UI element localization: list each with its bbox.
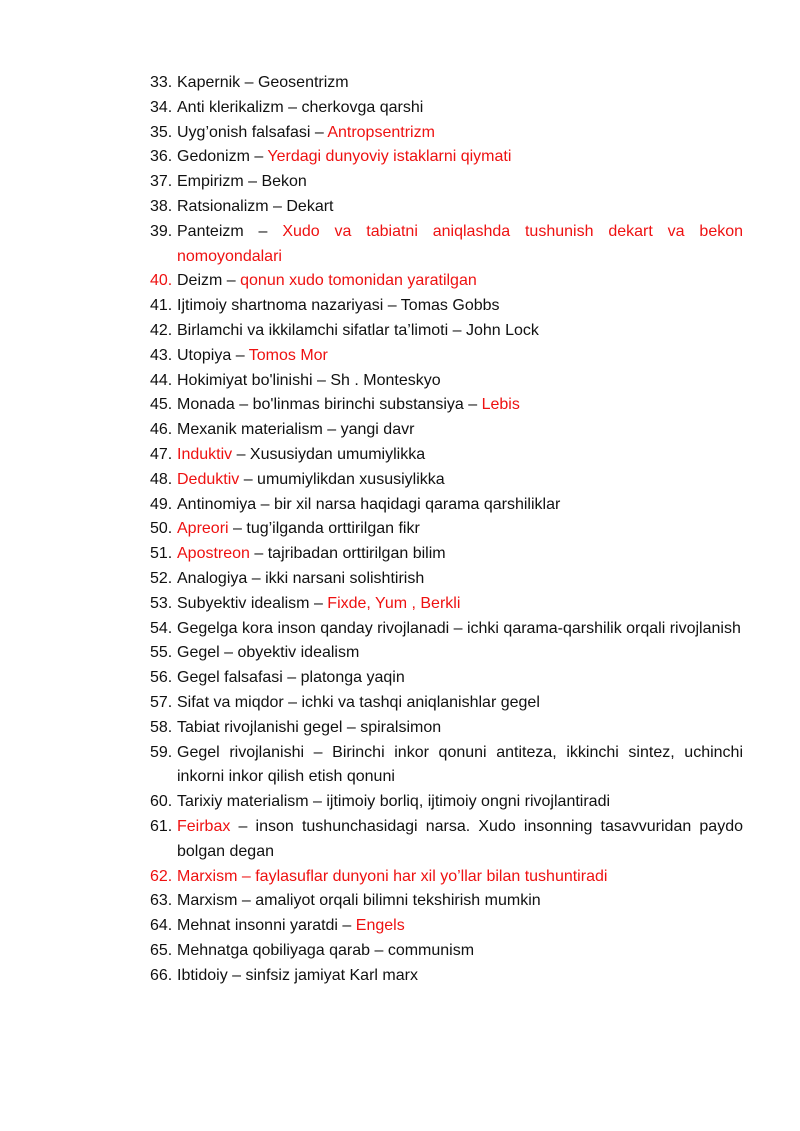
text-segment: Anti klerikalizm – cherkovga qarshi (177, 98, 424, 116)
list-item (150, 517, 743, 542)
text-segment: Panteizm – (177, 222, 283, 240)
text-segment: – tug’ilganda orttirilgan fikr (228, 520, 420, 538)
list-item (150, 964, 743, 989)
text-segment: – tajribadan orttirilgan bilim (249, 545, 446, 563)
item-number: 49. (150, 495, 173, 513)
list-item (150, 393, 743, 418)
item-number: 43. (150, 346, 173, 364)
item-text (177, 666, 743, 691)
list-item (150, 344, 743, 369)
item-number: 59. (150, 743, 173, 761)
text-segment: Empirizm – Bekon (177, 173, 307, 191)
item-number: 40. (150, 272, 173, 290)
item-number: 52. (150, 569, 173, 587)
list-item (150, 170, 743, 195)
item-number: 61. (150, 817, 173, 835)
list-item (150, 145, 743, 170)
item-text (177, 121, 743, 146)
text-segment: Mehnat insonni yaratdi – (177, 917, 356, 935)
list-item (150, 865, 743, 890)
item-text (177, 468, 743, 493)
item-number: 48. (150, 470, 173, 488)
item-text (177, 592, 743, 617)
item-text (177, 71, 743, 96)
list-item (150, 914, 743, 939)
item-number: 38. (150, 197, 173, 215)
item-text (177, 641, 743, 666)
item-number: 34. (150, 98, 173, 116)
item-number: 60. (150, 793, 173, 811)
text-segment: Marxism – amaliyot orqali bilimni tekshirish mumkin (177, 892, 541, 910)
list-item (150, 691, 743, 716)
item-number: 37. (150, 173, 173, 191)
list-item (150, 716, 743, 741)
text-segment: Gegel – obyektiv idealism (177, 644, 360, 662)
text-segment: Mexanik materialism – yangi davr (177, 421, 415, 439)
list-item (150, 369, 743, 394)
item-text (177, 418, 743, 443)
text-segment: Gedonizm – (177, 148, 268, 166)
item-text (177, 716, 743, 741)
item-text (177, 195, 743, 220)
item-number: 51. (150, 545, 173, 563)
item-number: 39. (150, 222, 173, 240)
list-item (150, 666, 743, 691)
item-text (177, 294, 743, 319)
text-segment: Analogiya – ikki narsani solishtirish (177, 569, 425, 587)
item-text (177, 145, 743, 170)
highlighted-text: Marxism – faylasuflar dunyoni har xil yo’llar bilan tushuntiradi (177, 867, 608, 885)
text-segment: Hokimiyat bo'linishi – Sh . Monteskyo (177, 371, 441, 389)
highlighted-text: Deduktiv (177, 470, 240, 488)
item-text (177, 889, 743, 914)
item-text (177, 319, 743, 344)
item-text (177, 269, 743, 294)
text-segment: Gegel rivojlanishi – Birinchi inkor qonuni antiteza, ikkinchi sintez, uchinchi inkorni inkor qilish etish qonuni (177, 743, 743, 786)
text-segment: Subyektiv idealism – (177, 594, 328, 612)
highlighted-text: Tomos Mor (248, 346, 328, 364)
text-segment: Tarixiy materialism – ijtimoiy borliq, ijtimoiy ongni rivojlantiradi (177, 793, 611, 811)
text-segment: Gegelga kora inson qanday rivojlanadi – ichki qarama-qarshilik orqali rivojlanish (177, 619, 741, 637)
list-item (150, 418, 743, 443)
item-text (177, 96, 743, 121)
list-item (150, 592, 743, 617)
text-segment: Kapernik – Geosentrizm (177, 74, 349, 91)
numbered-list (150, 71, 743, 988)
list-item (150, 468, 743, 493)
item-text (177, 691, 743, 716)
item-text (177, 617, 743, 642)
text-segment: Ijtimoiy shartnoma nazariyasi – Tomas Gobbs (177, 297, 500, 315)
item-text (177, 542, 743, 567)
item-number: 53. (150, 594, 173, 612)
item-number: 55. (150, 644, 173, 662)
item-number: 44. (150, 371, 173, 389)
list-item (150, 542, 743, 567)
highlighted-text: Yerdagi dunyoviy istaklarni qiymati (267, 148, 512, 166)
text-segment: – inson tushunchasidagi narsa. Xudo insonning tasavvuridan paydo bolgan degan (177, 817, 743, 860)
list-item (150, 294, 743, 319)
item-text (177, 939, 743, 964)
text-segment: Birlamchi va ikkilamchi sifatlar ta’limoti – John Lock (177, 321, 539, 339)
list-item (150, 319, 743, 344)
list-item (150, 121, 743, 146)
item-number: 62. (150, 867, 173, 885)
list-item (150, 889, 743, 914)
item-number: 64. (150, 917, 173, 935)
list-item (150, 567, 743, 592)
item-number: 41. (150, 297, 173, 315)
text-segment: Uyg’onish falsafasi – (177, 123, 328, 141)
highlighted-text: Apostreon (177, 545, 250, 563)
list-item (150, 617, 743, 642)
item-text (177, 393, 743, 418)
item-number: 47. (150, 445, 173, 463)
text-segment: Tabiat rivojlanishi gegel – spiralsimon (177, 718, 442, 736)
item-number: 65. (150, 941, 173, 959)
item-number: 36. (150, 148, 173, 166)
item-text (177, 493, 743, 518)
list-item (150, 493, 743, 518)
list-item (150, 641, 743, 666)
item-text (177, 369, 743, 394)
list-item (150, 939, 743, 964)
highlighted-text: Apreori (177, 520, 229, 538)
item-number: 35. (150, 123, 173, 141)
item-number: 45. (150, 396, 173, 414)
highlighted-text: Fixde, Yum , Berkli (327, 594, 461, 612)
item-text (177, 964, 743, 989)
list-item (150, 741, 743, 791)
item-text (177, 741, 743, 791)
list-item (150, 195, 743, 220)
text-segment: – umumiylikdan xususiylikka (239, 470, 445, 488)
item-text (177, 443, 743, 468)
item-number: 42. (150, 321, 173, 339)
list-item (150, 96, 743, 121)
highlighted-text: Xudo va tabiatni aniqlashda tushunish dekart va bekon nomoyondalari (177, 222, 744, 265)
highlighted-text: Antropsentrizm (327, 123, 435, 141)
item-text (177, 344, 743, 369)
text-segment: Antinomiya – bir xil narsa haqidagi qarama qarshiliklar (177, 495, 561, 513)
list-item (150, 71, 743, 96)
highlighted-text: Induktiv (177, 445, 233, 463)
item-text (177, 914, 743, 939)
list-item (150, 443, 743, 468)
highlighted-text: Lebis (481, 396, 520, 414)
item-text (177, 815, 743, 865)
text-segment: Utopiya – (177, 346, 249, 364)
text-segment: – Xususiydan umumiylikka (232, 445, 426, 463)
text-segment: Gegel falsafasi – platonga yaqin (177, 669, 405, 687)
item-text (177, 517, 743, 542)
highlighted-text: Engels (355, 917, 405, 935)
item-text (177, 220, 743, 270)
highlighted-text: Feirbax (177, 817, 231, 835)
item-number: 57. (150, 693, 173, 711)
text-segment: Ibtidoiy – sinfsiz jamiyat Karl marx (177, 966, 418, 984)
text-segment: Monada – bo'linmas birinchi substansiya – (177, 396, 482, 414)
item-text (177, 865, 743, 890)
item-text (177, 567, 743, 592)
item-text (177, 790, 743, 815)
list-item (150, 269, 743, 294)
item-text (177, 170, 743, 195)
item-number: 33. (150, 74, 173, 91)
item-number: 50. (150, 520, 173, 538)
item-number: 46. (150, 421, 173, 439)
item-number: 66. (150, 966, 173, 984)
item-number: 58. (150, 718, 173, 736)
list-item (150, 790, 743, 815)
text-segment: Ratsionalizm – Dekart (177, 197, 334, 215)
list-item (150, 815, 743, 865)
text-segment: Sifat va miqdor – ichki va tashqi aniqlanishlar gegel (177, 693, 540, 711)
highlighted-text: qonun xudo tomonidan yaratilgan (240, 272, 477, 290)
item-number: 56. (150, 669, 173, 687)
list-item (150, 220, 743, 270)
text-segment: Mehnatga qobiliyaga qarab – communism (177, 941, 475, 959)
item-number: 63. (150, 892, 173, 910)
item-number: 54. (150, 619, 173, 637)
text-segment: Deizm – (177, 272, 241, 290)
